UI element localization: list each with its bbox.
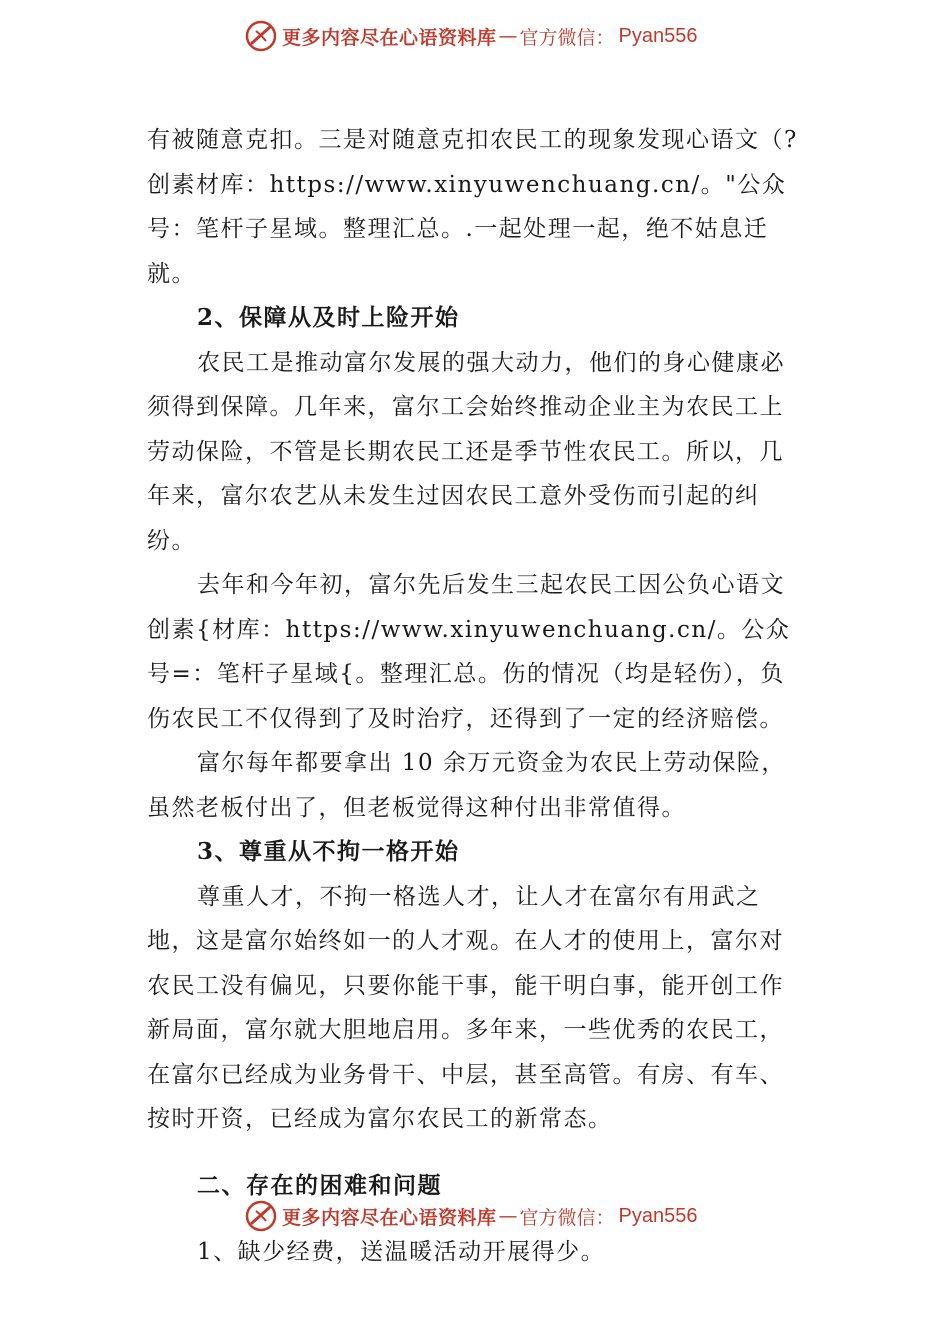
paragraph: 尊重人才，不拘一格选人才，让人才在富尔有用武之地，这是富尔始终如一的人才观。在人才的使用上，富尔对农民工没有偏见，只要你能干事，能干明白事，能开创工作新局面，富尔就大胆地启用。多年来，一些优秀的农民工，在富尔已经成为业务骨干、中层，甚至高管。有房、有车、按时开资，已经成为富尔农民工的新常态。: [147, 883, 784, 1132]
wechat-label: 官方微信：: [519, 26, 615, 49]
wechat-label: 官方微信：: [519, 1206, 615, 1229]
section-heading: 3、尊重从不拘一格开始: [197, 838, 460, 865]
document-body: [147, 118, 807, 1275]
separator: —: [498, 25, 518, 47]
footer-watermark-banner: [244, 1196, 698, 1236]
paragraph: 去年和今年初，富尔先后发生三起农民工因公负心语文创素{材库：https://www.xinyuwenchuang.cn/。公众号=：笔杆子星域{。整理汇总。伤的情况（均是轻伤），负伤农民工不仅得到了及时治疗，还得到了一定的经济赔偿。: [147, 572, 791, 732]
header-watermark-banner: [244, 16, 698, 56]
paragraph: 有被随意克扣。三是对随意克扣农民工的现象发现心语文（?创素材库：https://www.xinyuwenchuang.cn/。"公众号：笔杆子星域。整理汇总。.一起处理一起，绝不姑息迁就。: [147, 127, 798, 287]
brand-logo-icon: [244, 1199, 278, 1233]
wechat-id: Pyan556: [618, 1204, 698, 1227]
brand-text: 更多内容尽在心语资料库: [282, 26, 497, 49]
chapter-heading: 二、存在的困难和问题: [197, 1171, 442, 1199]
brand-text: 更多内容尽在心语资料库: [282, 1206, 497, 1229]
paragraph: 1、缺少经费，送温暖活动开展得少。: [197, 1239, 606, 1265]
brand-logo-icon: [244, 19, 278, 53]
section-heading: 2、保障从及时上险开始: [197, 304, 460, 331]
separator: —: [498, 1205, 518, 1227]
paragraph: 农民工是推动富尔发展的强大动力，他们的身心健康必须得到保障。几年来，富尔工会始终推动企业主为农民工上劳动保险，不管是长期农民工还是季节性农民工。所以，几年来，富尔农艺从未发生过因农民工意外受伤而引起的纠纷。: [147, 349, 785, 554]
paragraph: 富尔每年都要拿出 10 余万元资金为农民上劳动保险，虽然老板付出了，但老板觉得这种付出非常值得。: [147, 750, 786, 821]
wechat-id: Pyan556: [618, 24, 698, 47]
